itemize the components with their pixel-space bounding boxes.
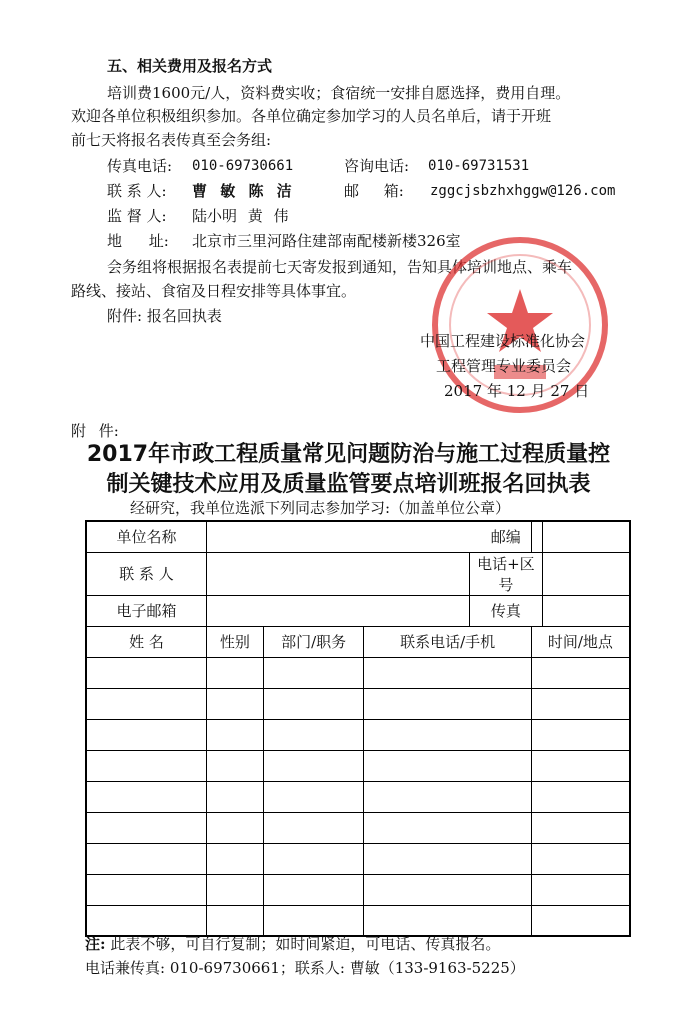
attendee-dept-cell[interactable] [263,688,364,719]
contact-value: 曹 敏 陈 洁 [192,182,292,200]
attendee-dept-cell[interactable] [263,719,364,750]
attendee-name-cell[interactable] [86,750,207,781]
fax-label: 传真电话: [107,157,173,175]
attendee-name-cell[interactable] [86,812,207,843]
attendee-phone-cell[interactable] [364,781,531,812]
phone-area-field[interactable] [542,552,630,595]
attendee-phone-cell[interactable] [364,874,531,905]
attendee-gender-cell[interactable] [207,657,264,688]
attendee-row [86,781,630,812]
note-text: 此表不够，可自行复制；如时间紧迫，可电话、传真报名。 [110,935,501,953]
attendee-name-cell[interactable] [86,781,207,812]
col-dept-header: 部门/职务 [263,626,364,657]
attendee-name-cell[interactable] [86,719,207,750]
attendee-time-cell[interactable] [531,781,630,812]
registration-form-table [85,520,631,937]
signature-org-2: 工程管理专业委员会 [436,357,572,375]
attendee-gender-cell[interactable] [207,750,264,781]
attendee-time-cell[interactable] [531,719,630,750]
attendee-phone-cell[interactable] [364,750,531,781]
attendee-time-cell[interactable] [531,657,630,688]
attendee-phone-cell[interactable] [364,719,531,750]
attendee-name-cell[interactable] [86,874,207,905]
attendee-row [86,843,630,874]
fax-value: 010-69730661 [192,158,294,174]
attendee-time-cell[interactable] [531,812,630,843]
contact-field[interactable] [207,552,470,595]
form-header-row [86,626,630,657]
welcome-line-1: 欢迎各单位积极组织参加。各单位确定参加学习的人员名单后，请于开班 [71,107,552,125]
attendee-phone-cell[interactable] [364,905,531,936]
attendee-time-cell[interactable] [531,688,630,719]
attendee-phone-cell[interactable] [364,688,531,719]
attendee-gender-cell[interactable] [207,688,264,719]
email-label: 邮 箱: [344,182,404,200]
address-label: 地 址: [107,232,169,250]
signature-org-1: 中国工程建设标准化协会 [420,332,586,350]
postcode-label: 邮编 [490,528,521,547]
attendee-time-cell[interactable] [531,874,630,905]
attendee-phone-cell[interactable] [364,843,531,874]
notice-line-2: 路线、接站、食宿及日程安排等具体事宜。 [71,282,357,300]
attendee-name-cell[interactable] [86,843,207,874]
attendee-row [86,812,630,843]
appendix-title-line-1: 2017年市政工程质量常见问题防治与施工过程质量控 [86,442,611,467]
col-name-header: 姓 名 [86,626,207,657]
attendee-gender-cell[interactable] [207,812,264,843]
appendix-label: 附 件: [71,422,119,440]
attendee-gender-cell[interactable] [207,719,264,750]
email-label-cell: 电子邮箱 [86,595,207,626]
footer-phone-line: 电话兼传真: 010-69730661；联系人: 曹敏（133-9163-5225） [85,959,525,977]
address-value: 北京市三里河路住建部南配楼新楼326室 [192,232,461,250]
attendee-row [86,874,630,905]
attendee-row [86,688,630,719]
notice-line-1: 会务组将根据报名表提前七天寄发报到通知，告知具体培训地点、乘车 [107,258,573,276]
appendix-title-line-2: 制关键技术应用及质量监管要点培训班报名回执表 [106,472,591,497]
attendee-gender-cell[interactable] [207,905,264,936]
supervisor-label: 监 督 人: [107,207,167,225]
attendee-dept-cell[interactable] [263,905,364,936]
section-heading: 五、相关费用及报名方式 [107,57,273,75]
attendee-dept-cell[interactable] [263,657,364,688]
signature-date: 2017 年 12 月 27 日 [444,382,590,400]
supervisor-value: 陆小明 黄 伟 [192,207,289,225]
attachment-line: 附件: 报名回执表 [107,307,222,325]
col-time-header: 时间/地点 [531,626,630,657]
contact-label: 联 系 人: [107,182,167,200]
consult-label: 咨询电话: [344,157,410,175]
form-row-email [86,595,630,626]
welcome-line-2: 前七天将报名表传真至会务组: [71,131,272,149]
attendee-name-cell[interactable] [86,657,207,688]
attendee-dept-cell[interactable] [263,781,364,812]
email-field[interactable] [207,595,470,626]
unit-name-label: 单位名称 [86,521,207,552]
attendee-row [86,750,630,781]
attendee-name-cell[interactable] [86,688,207,719]
attendee-phone-cell[interactable] [364,657,531,688]
attendee-rows [86,657,630,936]
fee-line: 培训费1600元/人，资料费实收；食宿统一安排自愿选择，费用自理。 [107,84,571,102]
form-row-contact [86,552,630,595]
attendee-name-cell[interactable] [86,905,207,936]
attendee-dept-cell[interactable] [263,874,364,905]
attendee-gender-cell[interactable] [207,874,264,905]
note-label: 注: [85,935,106,953]
postcode-label-spacer [531,521,542,552]
fax-label-cell: 传真 [470,595,543,626]
attendee-time-cell[interactable] [531,750,630,781]
footer-note [85,934,500,954]
postcode-label-field[interactable] [490,521,630,552]
consult-value: 010-69731531 [428,158,530,174]
contact-label-cell: 联 系 人 [86,552,207,595]
attendee-dept-cell[interactable] [263,843,364,874]
attendee-row [86,905,630,936]
phone-area-label: 电话+区号 [470,552,543,595]
attendee-time-cell[interactable] [531,843,630,874]
attendee-dept-cell[interactable] [263,812,364,843]
attendee-gender-cell[interactable] [207,781,264,812]
attendee-dept-cell[interactable] [263,750,364,781]
unit-name-field[interactable] [207,521,532,552]
attendee-phone-cell[interactable] [364,812,531,843]
col-gender-header: 性别 [207,626,264,657]
col-phone-header: 联系电话/手机 [364,626,531,657]
form-row-unit [86,521,630,552]
attendee-time-cell[interactable] [531,905,630,936]
appendix-subtitle: 经研究，我单位选派下列同志参加学习:（加盖单位公章） [130,499,511,517]
attendee-row [86,657,630,688]
attendee-gender-cell[interactable] [207,843,264,874]
email-value: zggcjsbzhxhggw@126.com [430,183,616,199]
fax-field[interactable] [542,595,630,626]
attendee-row [86,719,630,750]
